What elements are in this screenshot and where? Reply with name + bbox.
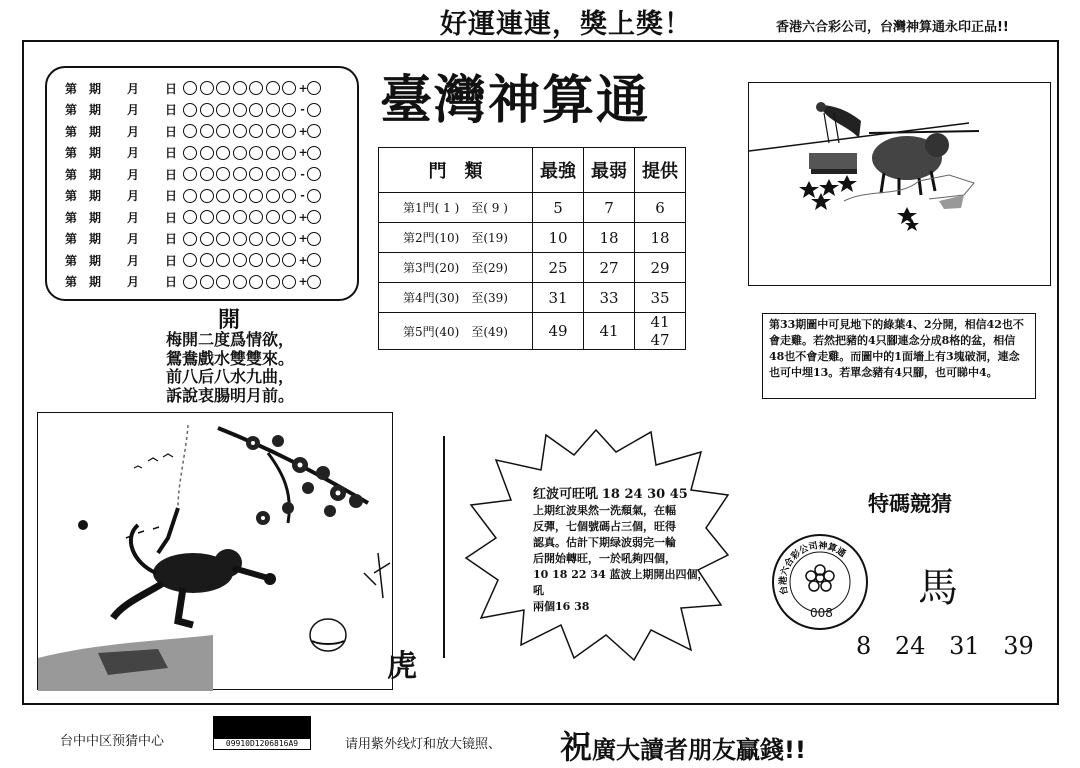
header-strong: 最強 (533, 148, 584, 193)
record-row (65, 186, 323, 206)
record-sign: - (300, 103, 305, 116)
strong-value: 49 (533, 313, 584, 350)
poem-line: 訴說衷腸明月前。 (166, 385, 295, 405)
burst-headline (533, 487, 713, 503)
strong-value: 5 (533, 193, 584, 223)
record-month: 月 (127, 124, 140, 139)
record-month: 月 (127, 189, 140, 203)
number-circle[interactable] (183, 146, 197, 160)
burst-line: 認真。估計下期绿波弱完一輪 (533, 536, 676, 549)
offer-value: 35 (635, 283, 686, 313)
special-number-circle[interactable] (307, 232, 321, 246)
number-circle[interactable] (266, 232, 280, 246)
record-label: 第 (65, 103, 78, 117)
zodiac-animal: 馬 (918, 565, 958, 611)
number-circle[interactable] (183, 275, 197, 289)
offer-value: 29 (635, 253, 686, 283)
page-title: 臺灣神算通 (380, 70, 651, 131)
header-slogan: 好運連連，獎上獎！ (440, 9, 692, 40)
record-sign: + (298, 124, 308, 138)
number-circle[interactable] (200, 103, 214, 117)
number-circle[interactable] (183, 253, 197, 267)
record-period: 期 (89, 124, 102, 139)
picture-character: 虎 (387, 649, 417, 684)
number-circle[interactable] (282, 232, 296, 246)
offer-value: 41 47 (635, 313, 686, 350)
table-row (379, 193, 686, 223)
footer-center-name: 台中中区预猜中心 (60, 734, 165, 749)
record-month: 月 (127, 275, 140, 289)
record-sign: + (298, 81, 308, 95)
special-number-circle[interactable] (307, 275, 321, 289)
number-circle[interactable] (200, 167, 214, 181)
record-label: 第 (65, 81, 78, 96)
record-label: 第 (65, 253, 78, 268)
header-gate: 門 類 (379, 148, 533, 193)
number-circle[interactable] (249, 124, 263, 138)
number-circle[interactable] (216, 146, 230, 160)
strong-value: 31 (533, 283, 584, 313)
number-circle[interactable] (233, 210, 247, 224)
number-circle[interactable] (282, 124, 296, 138)
burst-line: 上期红波果然一洗頹氣，在幅 (533, 504, 676, 517)
record-day: 日 (165, 167, 178, 182)
record-period: 期 (89, 189, 102, 203)
number-circle[interactable] (233, 81, 247, 95)
number-circle[interactable] (216, 81, 230, 95)
table-row (379, 283, 686, 313)
number-circle[interactable] (216, 124, 230, 138)
record-day: 日 (165, 253, 178, 268)
poem-line: 鴛鴦戲水雙雙來。 (166, 348, 295, 368)
number-circle[interactable] (266, 210, 280, 224)
number-circle[interactable] (216, 103, 230, 117)
gate-table (378, 147, 686, 350)
record-label: 第 (65, 275, 78, 289)
record-day: 日 (165, 81, 178, 96)
record-month: 月 (127, 210, 140, 225)
burst-line: 反彈，七個號碼占三個，旺得 (533, 520, 676, 533)
table-row (379, 253, 686, 283)
section-divider (443, 436, 445, 658)
poem (166, 331, 294, 405)
poem-line: 前八后八水九曲， (166, 367, 295, 386)
poem-line: 梅開二度爲情欲， (166, 330, 295, 349)
number-circle[interactable] (282, 146, 296, 160)
record-day: 日 (165, 146, 178, 160)
number-circle[interactable] (233, 275, 247, 289)
gate-range: 第4門(30) 至(39) (379, 283, 533, 313)
barcode (213, 716, 311, 750)
special-number-circle[interactable] (307, 103, 321, 117)
special-heading: 特碼競猜 (868, 492, 952, 516)
number-circle[interactable] (216, 275, 230, 289)
gate-table-header (379, 148, 686, 193)
special-number-circle[interactable] (307, 189, 321, 203)
number-circle[interactable] (266, 146, 280, 160)
burst-line: 兩個16 38 (533, 600, 590, 613)
record-row (65, 250, 323, 270)
record-row (65, 207, 323, 227)
number-circle[interactable] (266, 189, 280, 203)
number-circle[interactable] (249, 253, 263, 267)
record-month: 月 (127, 103, 140, 117)
record-day: 日 (165, 103, 178, 117)
special-numbers: 8 24 31 39 (856, 632, 1034, 660)
number-circle[interactable] (249, 167, 263, 181)
number-circle[interactable] (216, 253, 230, 267)
record-day: 日 (165, 124, 178, 139)
footer-wish (560, 722, 806, 768)
number-circle[interactable] (282, 189, 296, 203)
number-circle[interactable] (249, 81, 263, 95)
wish-text: 廣大讀者朋友贏錢!! (592, 736, 806, 764)
number-circle[interactable] (216, 167, 230, 181)
number-circle[interactable] (183, 232, 197, 246)
record-month: 月 (127, 232, 140, 246)
record-month: 月 (127, 167, 140, 182)
burst-line: 后開始轉旺，一於吼夠四個， (533, 552, 676, 565)
header-publisher: 香港六合彩公司，台灣神算通永印正品!! (776, 20, 1009, 35)
number-circle[interactable] (216, 210, 230, 224)
record-row (65, 272, 323, 292)
record-row (65, 164, 323, 184)
record-label: 第 (65, 146, 78, 160)
burst-line: 10 18 22 34 蓝波上期開出四個，吼 (533, 568, 709, 597)
record-day: 日 (165, 189, 178, 203)
record-period: 期 (89, 232, 102, 246)
weak-value: 41 (584, 313, 635, 350)
number-circle[interactable] (183, 167, 197, 181)
record-period: 期 (89, 81, 102, 96)
number-circle[interactable] (200, 275, 214, 289)
record-day: 日 (165, 232, 178, 246)
number-circle[interactable] (183, 103, 197, 117)
record-row (65, 121, 323, 141)
number-circle[interactable] (216, 232, 230, 246)
record-sign: + (298, 253, 308, 267)
barcode-text: 09910D1206816A9 (214, 739, 310, 749)
record-row (65, 100, 323, 120)
record-period: 期 (89, 146, 102, 160)
number-circle[interactable] (200, 232, 214, 246)
burst-headline-numbers: 18 24 30 45 (601, 487, 688, 502)
monkey-illustration (37, 412, 417, 690)
record-sign: + (298, 146, 308, 159)
record-label: 第 (65, 167, 78, 182)
record-label: 第 (65, 210, 78, 225)
number-circle[interactable] (233, 253, 247, 267)
number-circle[interactable] (200, 189, 214, 203)
header-weak: 最弱 (584, 148, 635, 193)
gate-range: 第2門(10) 至(19) (379, 223, 533, 253)
gate-range: 第3門(20) 至(29) (379, 253, 533, 283)
number-circle[interactable] (249, 210, 263, 224)
number-circle[interactable] (200, 253, 214, 267)
number-circle[interactable] (249, 103, 263, 117)
number-circle[interactable] (200, 210, 214, 224)
strong-value: 10 (533, 223, 584, 253)
header-offer: 提供 (635, 148, 686, 193)
weak-value: 33 (584, 283, 635, 313)
record-row (65, 78, 323, 98)
record-sign: + (298, 275, 308, 288)
number-circle[interactable] (249, 232, 263, 246)
number-circle[interactable] (282, 103, 296, 117)
number-circle[interactable] (266, 253, 280, 267)
number-circle[interactable] (183, 124, 197, 138)
gate-range: 第5門(40) 至(49) (379, 313, 533, 350)
number-circle[interactable] (233, 167, 247, 181)
record-label: 第 (65, 232, 78, 246)
record-month: 月 (127, 81, 140, 96)
record-period: 期 (89, 253, 102, 268)
number-circle[interactable] (183, 210, 197, 224)
pig-rooster-illustration (748, 82, 1051, 286)
number-circle[interactable] (282, 253, 296, 267)
burst-text (533, 487, 713, 615)
number-circle[interactable] (266, 275, 280, 289)
hint-box: 第33期圖中可見地下的綠葉4、2分開，相信42也不會走雞。若然把豬的4只腳連念分成8格的盆，相信48也不會走雞。而圖中的1面墻上有3塊破洞，連念也可中埋13。若單念豬有4只腳，也可睇中4。 (762, 313, 1036, 399)
number-circle[interactable] (282, 81, 296, 95)
seal-code: 008 (810, 606, 833, 620)
record-sign: - (300, 167, 305, 181)
burst-headline-title: 红波可旺吼 (533, 487, 599, 502)
number-circle[interactable] (233, 189, 247, 203)
record-card (45, 66, 359, 301)
record-day: 日 (165, 275, 178, 289)
poem-heading: 開 (218, 307, 241, 333)
record-period: 期 (89, 210, 102, 225)
seal-text: 台港六合彩公司神算通 (778, 541, 848, 596)
record-sign: + (298, 210, 308, 224)
number-circle[interactable] (233, 146, 247, 160)
weak-value: 18 (584, 223, 635, 253)
special-number-circle[interactable] (307, 253, 321, 267)
record-period: 期 (89, 167, 102, 182)
special-number-circle[interactable] (307, 210, 321, 224)
record-label: 第 (65, 189, 78, 203)
number-circle[interactable] (249, 146, 263, 160)
number-circle[interactable] (249, 275, 263, 289)
number-circle[interactable] (266, 81, 280, 95)
special-number-circle[interactable] (307, 167, 321, 181)
record-month: 月 (127, 253, 140, 268)
record-sign: - (300, 189, 305, 202)
record-day: 日 (165, 210, 178, 225)
record-month: 月 (127, 146, 140, 160)
number-circle[interactable] (266, 167, 280, 181)
number-circle[interactable] (282, 275, 296, 289)
strong-value: 25 (533, 253, 584, 283)
wish-prefix: 祝 (560, 728, 593, 766)
record-row (65, 143, 323, 163)
number-circle[interactable] (183, 189, 197, 203)
weak-value: 7 (584, 193, 635, 223)
record-period: 期 (89, 275, 102, 289)
record-row (65, 229, 323, 249)
number-circle[interactable] (183, 81, 197, 95)
offer-value: 18 (635, 223, 686, 253)
special-number-circle[interactable] (307, 124, 321, 138)
number-circle[interactable] (200, 146, 214, 160)
number-circle[interactable] (233, 232, 247, 246)
gate-range: 第1門( 1 ) 至( 9 ) (379, 193, 533, 223)
weak-value: 27 (584, 253, 635, 283)
record-label: 第 (65, 124, 78, 139)
number-circle[interactable] (282, 210, 296, 224)
number-circle[interactable] (266, 124, 280, 138)
table-row (379, 223, 686, 253)
number-circle[interactable] (249, 189, 263, 203)
number-circle[interactable] (233, 103, 247, 117)
record-period: 期 (89, 103, 102, 117)
table-row (379, 313, 686, 350)
number-circle[interactable] (282, 167, 296, 181)
number-circle[interactable] (266, 103, 280, 117)
special-number-circle[interactable] (307, 81, 321, 95)
number-circle[interactable] (200, 124, 214, 138)
footer-instruction: 请用紫外线灯和放大镜照、 (345, 737, 502, 752)
number-circle[interactable] (216, 189, 230, 203)
number-circle[interactable] (233, 124, 247, 138)
record-sign: + (298, 232, 308, 245)
offer-value: 6 (635, 193, 686, 223)
number-circle[interactable] (200, 81, 214, 95)
special-number-circle[interactable] (307, 146, 321, 160)
